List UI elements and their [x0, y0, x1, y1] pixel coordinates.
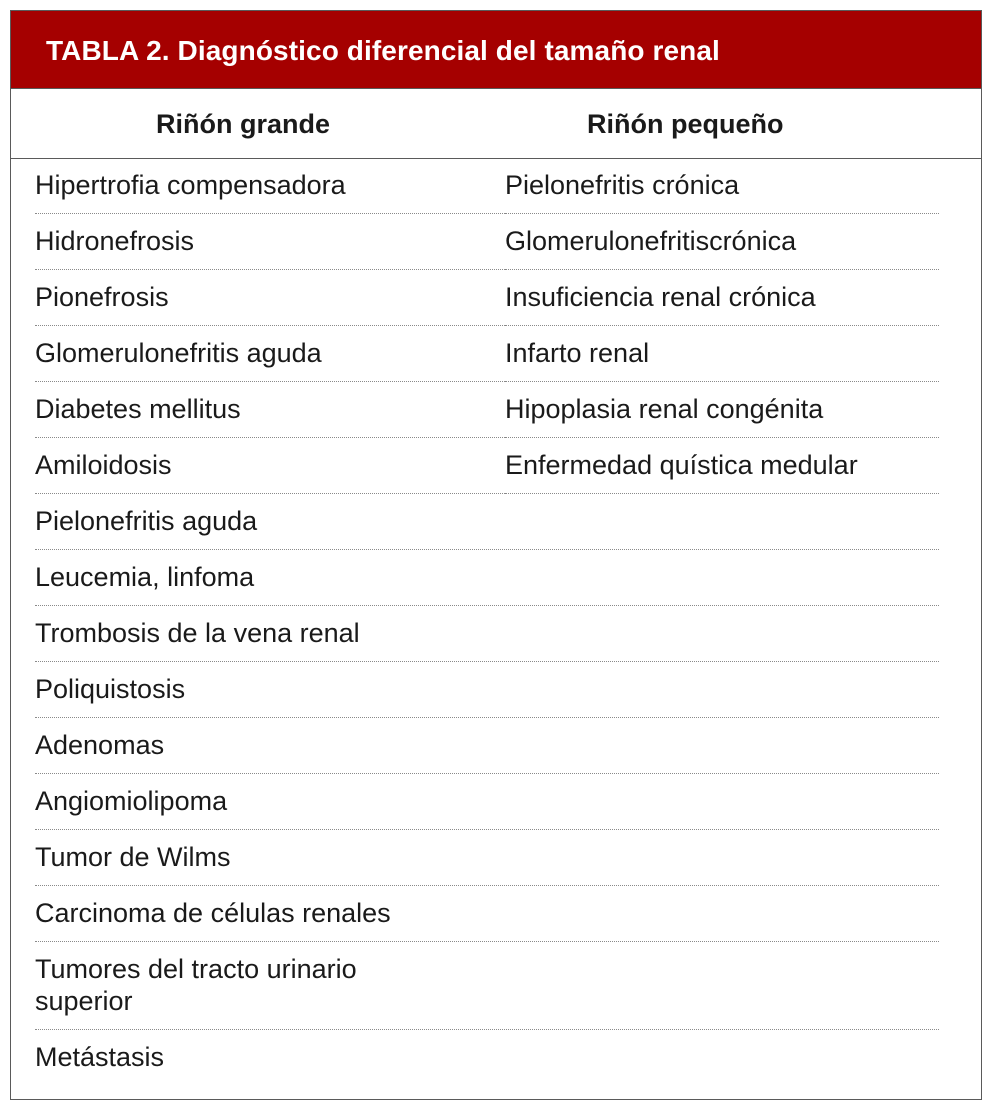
table-row	[505, 214, 939, 270]
large-kidney-cause: Hipertrofia compensadora	[35, 170, 346, 200]
table-row	[505, 158, 939, 214]
small-kidney-cause: Hipoplasia renal congénita	[505, 394, 824, 424]
table-row	[35, 606, 939, 662]
large-kidney-cause: Diabetes mellitus	[35, 394, 241, 424]
table-row	[35, 494, 939, 550]
large-kidney-cause: Trombosis de la vena renal	[35, 618, 360, 648]
large-kidney-cause: Carcinoma de células renales	[35, 898, 391, 928]
column-header-large-kidney: Riñón grande	[156, 109, 330, 139]
column-header-small-kidney: Riñón pequeño	[587, 109, 784, 139]
table-row	[35, 886, 939, 942]
table-row	[505, 438, 939, 494]
large-kidney-cause: Amiloidosis	[35, 450, 172, 480]
table-row	[35, 774, 939, 830]
table-row	[35, 1030, 939, 1085]
table-row	[35, 830, 939, 886]
small-kidney-cause: Pielonefritis crónica	[505, 170, 740, 200]
table-row	[35, 662, 939, 718]
small-kidney-cause: Enfermedad quística medular	[505, 450, 858, 480]
table-title-bar	[11, 11, 981, 89]
table-row	[35, 718, 939, 774]
large-kidney-cause: Leucemia, linfoma	[35, 562, 255, 592]
large-kidney-cause: Adenomas	[35, 730, 165, 760]
table-title: TABLA 2. Diagnóstico diferencial del tamaño renal	[46, 35, 720, 66]
large-kidney-cause: Pielonefritis aguda	[35, 506, 258, 536]
small-kidney-cause: Infarto renal	[505, 338, 650, 368]
table-row	[35, 942, 939, 1030]
small-kidney-column	[505, 158, 939, 494]
large-kidney-cause: Tumores del tracto urinario superior	[35, 954, 357, 1016]
large-kidney-cause: Hidronefrosis	[35, 226, 195, 256]
small-kidney-cause: Glomerulonefritiscrónica	[505, 226, 797, 256]
table-header-row	[11, 89, 981, 159]
table-row	[505, 270, 939, 326]
table-row	[505, 382, 939, 438]
large-kidney-cause: Angiomiolipoma	[35, 786, 228, 816]
small-kidney-cause: Insuficiencia renal crónica	[505, 282, 816, 312]
large-kidney-cause: Glomerulonefritis aguda	[35, 338, 322, 368]
table-row	[505, 326, 939, 382]
large-kidney-cause: Metástasis	[35, 1042, 165, 1072]
large-kidney-cause: Pionefrosis	[35, 282, 169, 312]
large-kidney-cause: Tumor de Wilms	[35, 842, 231, 872]
large-kidney-cause: Poliquistosis	[35, 674, 186, 704]
table-row	[35, 550, 939, 606]
